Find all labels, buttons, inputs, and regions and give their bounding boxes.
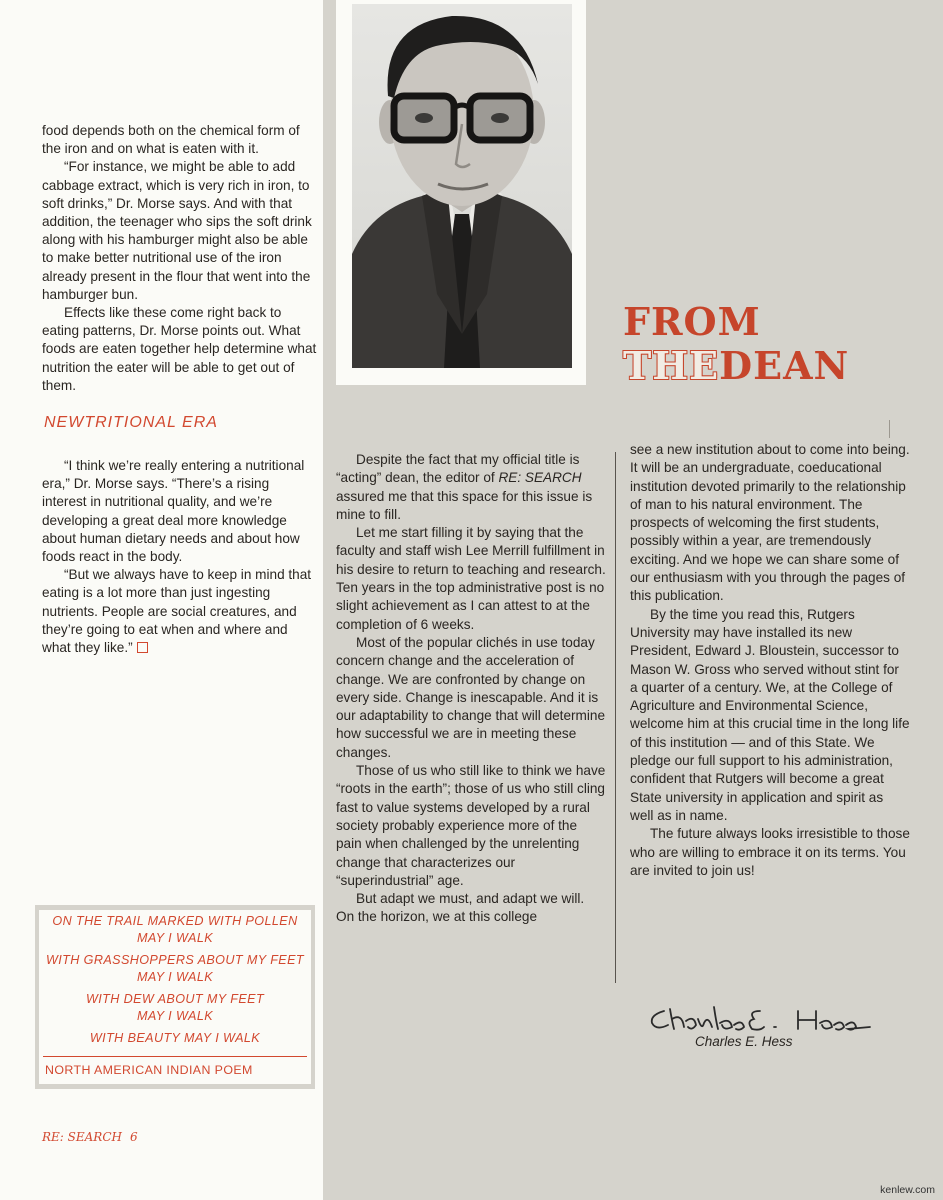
poem-line: WITH BEAUTY MAY I WALK <box>89 1031 261 1045</box>
dean-letter-column-2 <box>630 441 910 880</box>
poem-stanza <box>45 991 305 1025</box>
poem-line: MAY I WALK <box>136 970 214 984</box>
poem-rule <box>43 1056 307 1057</box>
column-divider <box>615 452 616 983</box>
handwritten-signature <box>648 1001 878 1037</box>
title-the: THE <box>623 343 720 388</box>
article-paragraph-last <box>42 566 317 657</box>
dean-letter-column-1 <box>336 451 606 927</box>
letter-paragraph: By the time you read this, Rutgers University may have installed its new President, Edward J. Bloustein, successor to Mason W. Gross who served without stint for a quarter of a century. We, at the College of Agriculture and Environmental Science, welcome him at this crucial time in the long life of this institution — and of this State. We pledge our full support to his administration, confident that Rutgers will become a great State university in application and spirit as well as in name. <box>630 606 910 823</box>
letter-paragraph: The future always looks irresistible to those who are willing to embrace it on its terms. You are invited to join us! <box>630 826 910 878</box>
article-paragraph: food depends both on the chemical form of the iron and on what is eaten with it. <box>42 123 300 157</box>
letter-paragraph: Let me start filling it by saying that the faculty and staff wish Lee Merrill fulfillment in his desire to return to teaching and research. Ten years in the top administrative post is no slight achievement as I can attest to at the completion of 6 weeks. <box>336 525 606 632</box>
article-paragraph: “For instance, we might be able to add cabbage extract, which is very rich in iron, to soft drinks,” Dr. Morse says. And with that addition, the teenager who sips the soft drink along with his hamburger might also be able to make better nutritional use of the iron already present in the flour that went into the hamburger bun. <box>42 159 312 302</box>
left-article-column <box>42 122 317 657</box>
poem-stanza <box>45 913 305 947</box>
photo-frame <box>336 0 586 385</box>
article-paragraph: Effects like these come right back to eating patterns, Dr. Morse points out. What foods are eaten together help determine what nutrition the eater will be able to get out of them. <box>42 305 317 393</box>
poem-source: NORTH AMERICAN INDIAN POEM <box>45 1063 253 1078</box>
letter-paragraph: see a new institution about to come into being. It will be an undergraduate, coeducational institution devoted primarily to the relationship of man to his natural environment. The prospects of welcoming the first students, possibly within a year, are tremendously exciting. And we hope we can share some of our enthusiasm with you through the pages of this publication. <box>630 442 910 604</box>
dean-portrait-photo <box>352 4 572 368</box>
magazine-footer-name: RE: SEARCH <box>42 1130 122 1144</box>
signature-name: Charles E. Hess <box>695 1034 793 1049</box>
poem-line: MAY I WALK <box>136 931 214 945</box>
poem-stanza <box>45 1030 305 1047</box>
portrait-illustration <box>352 4 572 368</box>
from-the-dean-title <box>623 300 933 388</box>
letter-paragraph: But adapt we must, and adapt we will. On the horizon, we at this college <box>336 891 585 925</box>
source-credit: kenlew.com <box>880 1184 935 1196</box>
letter-text: Despite the fact that my official title is “acting” dean, the editor of <box>336 452 580 486</box>
poem-line: ON THE TRAIL MARKED WITH POLLEN <box>52 914 298 928</box>
poem-box <box>35 905 315 1089</box>
letter-paragraph: Those of us who still like to think we have “roots in the earth”; those of us who still cling fast to value systems developed by a rural society probably experience more of the pain when challenged by the unrelenting change that characterizes our “superindustrial” age. <box>336 763 606 888</box>
poem-line: WITH DEW ABOUT MY FEET <box>85 992 265 1006</box>
article-paragraph-text: “But we always have to keep in mind that eating is a lot more than just ingesting nutrients. People are social creatures, and they’re going to eat when and where and what they like.” <box>42 567 312 656</box>
poem-inner <box>39 910 311 1084</box>
end-mark-icon <box>137 642 148 653</box>
margin-tick <box>889 420 890 438</box>
title-line-2 <box>623 344 933 388</box>
magazine-name: RE: SEARCH <box>498 470 582 486</box>
letter-paragraph: Most of the popular clichés in use today concern change and the acceleration of change. We are confronted by change on every side. Change is inescapable. And it is our adaptability to change that will determine how successful we are in meeting these changes. <box>336 634 606 760</box>
letter-paragraph <box>336 451 606 524</box>
poem-line: MAY I WALK <box>136 1009 214 1023</box>
page-number: 6 <box>129 1130 138 1144</box>
section-heading: NEWTRITIONAL ERA <box>44 414 218 432</box>
page-footer <box>42 1130 138 1144</box>
poem-stanza <box>45 952 305 986</box>
article-paragraph: “I think we’re really entering a nutritional era,” Dr. Morse says. “There’s a rising interest in nutritional quality, and we’re developing a great deal more knowledge about human dietary needs and about how foods react in the body. <box>42 458 305 565</box>
title-line-1: FROM <box>623 299 761 344</box>
poem-line: WITH GRASSHOPPERS ABOUT MY FEET <box>45 953 304 967</box>
title-dean: DEAN <box>719 343 850 388</box>
letter-text: assured me that this space for this issue is mine to fill. <box>336 488 593 522</box>
